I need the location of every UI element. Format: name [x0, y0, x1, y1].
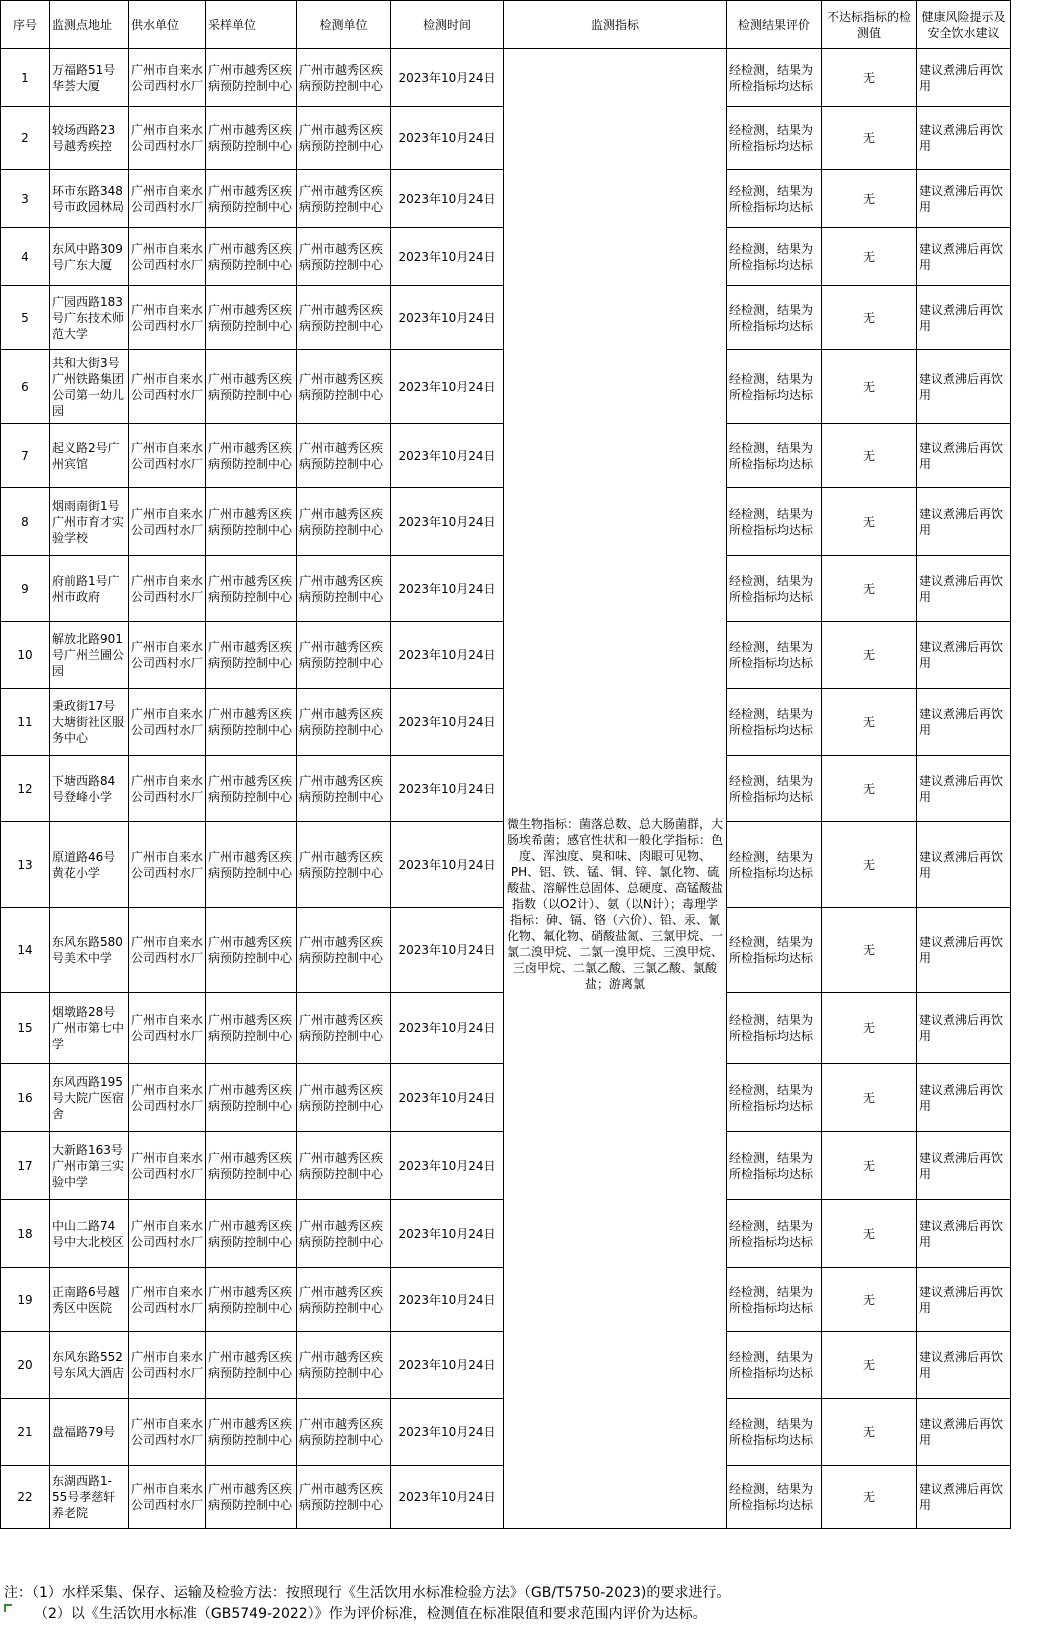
- value-cell: 无: [822, 993, 917, 1064]
- tester-cell: 广州市越秀区疾病预防控制中心: [297, 49, 391, 107]
- result-cell: 经检测，结果为所检指标均达标: [727, 424, 822, 488]
- date-cell: 2023年10月24日: [391, 424, 504, 488]
- value-cell: 无: [822, 1399, 917, 1466]
- note-line-1: 注：（1）水样采集、保存、运输及检验方法：按照现行《生活饮用水标准检验方法》（GB/T5750-2023)的要求进行。: [4, 1585, 731, 1601]
- date-cell: 2023年10月24日: [391, 556, 504, 622]
- value-cell: 无: [822, 1064, 917, 1132]
- notes: [4, 1583, 730, 1625]
- result-cell: 经检测，结果为所检指标均达标: [727, 1466, 822, 1529]
- supplier-cell: 广州市自来水公司西村水厂: [129, 993, 206, 1064]
- result-cell: 经检测，结果为所检指标均达标: [727, 1132, 822, 1200]
- tester-cell: 广州市越秀区疾病预防控制中心: [297, 1200, 391, 1268]
- advice-cell: 建议煮沸后再饮用: [917, 993, 1011, 1064]
- tester-cell: 广州市越秀区疾病预防控制中心: [297, 1466, 391, 1529]
- sampler-cell: 广州市越秀区疾病预防控制中心: [206, 1268, 297, 1332]
- value-cell: 无: [822, 107, 917, 170]
- row-number: 10: [1, 622, 50, 689]
- row-number: 13: [1, 822, 50, 908]
- row-number: 19: [1, 1268, 50, 1332]
- sampler-cell: 广州市越秀区疾病预防控制中心: [206, 1132, 297, 1200]
- row-number: 2: [1, 107, 50, 170]
- tester-cell: 广州市越秀区疾病预防控制中心: [297, 1399, 391, 1466]
- value-cell: 无: [822, 1132, 917, 1200]
- result-cell: 经检测，结果为所检指标均达标: [727, 107, 822, 170]
- address-cell: 东湖西路1-55号孝慈轩养老院: [50, 1466, 129, 1529]
- sampler-cell: 广州市越秀区疾病预防控制中心: [206, 107, 297, 170]
- tester-cell: 广州市越秀区疾病预防控制中心: [297, 1064, 391, 1132]
- date-cell: 2023年10月24日: [391, 689, 504, 756]
- result-cell: 经检测，结果为所检指标均达标: [727, 350, 822, 424]
- result-cell: 经检测，结果为所检指标均达标: [727, 228, 822, 286]
- sampler-cell: 广州市越秀区疾病预防控制中心: [206, 170, 297, 228]
- value-cell: 无: [822, 1268, 917, 1332]
- row-number: 6: [1, 350, 50, 424]
- address-cell: 大新路163号广州市第三实验中学: [50, 1132, 129, 1200]
- tester-cell: 广州市越秀区疾病预防控制中心: [297, 1332, 391, 1399]
- date-cell: 2023年10月24日: [391, 1466, 504, 1529]
- advice-cell: 建议煮沸后再饮用: [917, 424, 1011, 488]
- header-result: 检测结果评价: [727, 1, 822, 49]
- row-number: 20: [1, 1332, 50, 1399]
- date-cell: 2023年10月24日: [391, 822, 504, 908]
- result-cell: 经检测，结果为所检指标均达标: [727, 286, 822, 350]
- supplier-cell: 广州市自来水公司西村水厂: [129, 170, 206, 228]
- row-number: 8: [1, 488, 50, 556]
- value-cell: 无: [822, 622, 917, 689]
- row-number: 9: [1, 556, 50, 622]
- supplier-cell: 广州市自来水公司西村水厂: [129, 488, 206, 556]
- value-cell: 无: [822, 49, 917, 107]
- row-number: 4: [1, 228, 50, 286]
- supplier-cell: 广州市自来水公司西村水厂: [129, 908, 206, 993]
- row-number: 1: [1, 49, 50, 107]
- note-line-2: （2）以《生活饮用水标准（GB5749-2022）》作为评价标准，检测值在标准限值和要求范围内评价为达标。: [34, 1606, 707, 1622]
- tester-cell: 广州市越秀区疾病预防控制中心: [297, 622, 391, 689]
- sampler-cell: 广州市越秀区疾病预防控制中心: [206, 1332, 297, 1399]
- tester-cell: 广州市越秀区疾病预防控制中心: [297, 756, 391, 822]
- date-cell: 2023年10月24日: [391, 1332, 504, 1399]
- sampler-cell: 广州市越秀区疾病预防控制中心: [206, 756, 297, 822]
- row-number: 21: [1, 1399, 50, 1466]
- advice-cell: 建议煮沸后再饮用: [917, 350, 1011, 424]
- sampler-cell: 广州市越秀区疾病预防控制中心: [206, 49, 297, 107]
- supplier-cell: 广州市自来水公司西村水厂: [129, 756, 206, 822]
- row-number: 7: [1, 424, 50, 488]
- address-cell: 环市东路348号市政园林局: [50, 170, 129, 228]
- tester-cell: 广州市越秀区疾病预防控制中心: [297, 993, 391, 1064]
- value-cell: 无: [822, 689, 917, 756]
- address-cell: 秉政街17号大塘街社区服务中心: [50, 689, 129, 756]
- header-sampler: 采样单位: [206, 1, 297, 49]
- advice-cell: 建议煮沸后再饮用: [917, 1200, 1011, 1268]
- supplier-cell: 广州市自来水公司西村水厂: [129, 228, 206, 286]
- advice-cell: 建议煮沸后再饮用: [917, 756, 1011, 822]
- tester-cell: 广州市越秀区疾病预防控制中心: [297, 228, 391, 286]
- header-supplier: 供水单位: [129, 1, 206, 49]
- address-cell: 盘福路79号: [50, 1399, 129, 1466]
- table-body: [1, 49, 1011, 1529]
- address-cell: 东风中路309号广东大厦: [50, 228, 129, 286]
- header-address: 监测点地址: [50, 1, 129, 49]
- value-cell: 无: [822, 1200, 917, 1268]
- address-cell: 较场西路23号越秀疾控: [50, 107, 129, 170]
- advice-cell: 建议煮沸后再饮用: [917, 822, 1011, 908]
- date-cell: 2023年10月24日: [391, 1064, 504, 1132]
- supplier-cell: 广州市自来水公司西村水厂: [129, 1332, 206, 1399]
- row-number: 3: [1, 170, 50, 228]
- sampler-cell: 广州市越秀区疾病预防控制中心: [206, 556, 297, 622]
- row-number: 17: [1, 1132, 50, 1200]
- date-cell: 2023年10月24日: [391, 1399, 504, 1466]
- address-cell: 中山二路74号中大北校区: [50, 1200, 129, 1268]
- tester-cell: 广州市越秀区疾病预防控制中心: [297, 488, 391, 556]
- tester-cell: 广州市越秀区疾病预防控制中心: [297, 286, 391, 350]
- row-number: 12: [1, 756, 50, 822]
- address-cell: 烟墩路28号广州市第七中学: [50, 993, 129, 1064]
- sampler-cell: 广州市越秀区疾病预防控制中心: [206, 1200, 297, 1268]
- tester-cell: 广州市越秀区疾病预防控制中心: [297, 1268, 391, 1332]
- address-cell: 东风东路580号美术中学: [50, 908, 129, 993]
- date-cell: 2023年10月24日: [391, 488, 504, 556]
- date-cell: 2023年10月24日: [391, 622, 504, 689]
- sampler-cell: 广州市越秀区疾病预防控制中心: [206, 228, 297, 286]
- address-cell: 下塘西路84号登峰小学: [50, 756, 129, 822]
- advice-cell: 建议煮沸后再饮用: [917, 1466, 1011, 1529]
- advice-cell: 建议煮沸后再饮用: [917, 170, 1011, 228]
- sampler-cell: 广州市越秀区疾病预防控制中心: [206, 286, 297, 350]
- result-cell: 经检测，结果为所检指标均达标: [727, 1268, 822, 1332]
- tester-cell: 广州市越秀区疾病预防控制中心: [297, 908, 391, 993]
- result-cell: 经检测，结果为所检指标均达标: [727, 488, 822, 556]
- header-no: 序号: [1, 1, 50, 49]
- sampler-cell: 广州市越秀区疾病预防控制中心: [206, 350, 297, 424]
- date-cell: 2023年10月24日: [391, 49, 504, 107]
- header-tester: 检测单位: [297, 1, 391, 49]
- supplier-cell: 广州市自来水公司西村水厂: [129, 286, 206, 350]
- supplier-cell: 广州市自来水公司西村水厂: [129, 1064, 206, 1132]
- supplier-cell: 广州市自来水公司西村水厂: [129, 107, 206, 170]
- sampler-cell: 广州市越秀区疾病预防控制中心: [206, 1399, 297, 1466]
- value-cell: 无: [822, 556, 917, 622]
- sampler-cell: 广州市越秀区疾病预防控制中心: [206, 1466, 297, 1529]
- supplier-cell: 广州市自来水公司西村水厂: [129, 689, 206, 756]
- advice-cell: 建议煮沸后再饮用: [917, 488, 1011, 556]
- date-cell: 2023年10月24日: [391, 228, 504, 286]
- supplier-cell: 广州市自来水公司西村水厂: [129, 350, 206, 424]
- row-number: 11: [1, 689, 50, 756]
- result-cell: 经检测，结果为所检指标均达标: [727, 1064, 822, 1132]
- result-cell: 经检测，结果为所检指标均达标: [727, 1399, 822, 1466]
- tester-cell: 广州市越秀区疾病预防控制中心: [297, 556, 391, 622]
- advice-cell: 建议煮沸后再饮用: [917, 1332, 1011, 1399]
- supplier-cell: 广州市自来水公司西村水厂: [129, 1466, 206, 1529]
- row-number: 15: [1, 993, 50, 1064]
- supplier-cell: 广州市自来水公司西村水厂: [129, 1399, 206, 1466]
- result-cell: 经检测，结果为所检指标均达标: [727, 556, 822, 622]
- value-cell: 无: [822, 424, 917, 488]
- address-cell: 万福路51号华荟大厦: [50, 49, 129, 107]
- tester-cell: 广州市越秀区疾病预防控制中心: [297, 170, 391, 228]
- result-cell: 经检测，结果为所检指标均达标: [727, 908, 822, 993]
- advice-cell: 建议煮沸后再饮用: [917, 1132, 1011, 1200]
- header-advice: 健康风险提示及安全饮水建议: [917, 1, 1011, 49]
- address-cell: 解放北路901号广州兰圃公园: [50, 622, 129, 689]
- date-cell: 2023年10月24日: [391, 350, 504, 424]
- sampler-cell: 广州市越秀区疾病预防控制中心: [206, 908, 297, 993]
- tester-cell: 广州市越秀区疾病预防控制中心: [297, 350, 391, 424]
- result-cell: 经检测，结果为所检指标均达标: [727, 622, 822, 689]
- result-cell: 经检测，结果为所检指标均达标: [727, 822, 822, 908]
- value-cell: 无: [822, 170, 917, 228]
- supplier-cell: 广州市自来水公司西村水厂: [129, 49, 206, 107]
- advice-cell: 建议煮沸后再饮用: [917, 228, 1011, 286]
- header-value: 不达标指标的检测值: [822, 1, 917, 49]
- sampler-cell: 广州市越秀区疾病预防控制中心: [206, 689, 297, 756]
- supplier-cell: 广州市自来水公司西村水厂: [129, 1132, 206, 1200]
- advice-cell: 建议煮沸后再饮用: [917, 1399, 1011, 1466]
- address-cell: 广园西路183号广东技术师范大学: [50, 286, 129, 350]
- date-cell: 2023年10月24日: [391, 993, 504, 1064]
- value-cell: 无: [822, 1466, 917, 1529]
- value-cell: 无: [822, 228, 917, 286]
- row-number: 14: [1, 908, 50, 993]
- advice-cell: 建议煮沸后再饮用: [917, 689, 1011, 756]
- sampler-cell: 广州市越秀区疾病预防控制中心: [206, 424, 297, 488]
- result-cell: 经检测，结果为所检指标均达标: [727, 993, 822, 1064]
- tester-cell: 广州市越秀区疾病预防控制中心: [297, 822, 391, 908]
- tester-cell: 广州市越秀区疾病预防控制中心: [297, 689, 391, 756]
- date-cell: 2023年10月24日: [391, 756, 504, 822]
- result-cell: 经检测，结果为所检指标均达标: [727, 49, 822, 107]
- row-number: 16: [1, 1064, 50, 1132]
- advice-cell: 建议煮沸后再饮用: [917, 622, 1011, 689]
- row-number: 22: [1, 1466, 50, 1529]
- date-cell: 2023年10月24日: [391, 1268, 504, 1332]
- row-number: 5: [1, 286, 50, 350]
- date-cell: 2023年10月24日: [391, 1200, 504, 1268]
- date-cell: 2023年10月24日: [391, 1132, 504, 1200]
- supplier-cell: 广州市自来水公司西村水厂: [129, 424, 206, 488]
- address-cell: 烟雨南街1号广州市育才实验学校: [50, 488, 129, 556]
- tester-cell: 广州市越秀区疾病预防控制中心: [297, 1132, 391, 1200]
- address-cell: 府前路1号广州市政府: [50, 556, 129, 622]
- sampler-cell: 广州市越秀区疾病预防控制中心: [206, 488, 297, 556]
- value-cell: 无: [822, 756, 917, 822]
- advice-cell: 建议煮沸后再饮用: [917, 556, 1011, 622]
- supplier-cell: 广州市自来水公司西村水厂: [129, 622, 206, 689]
- value-cell: 无: [822, 822, 917, 908]
- tester-cell: 广州市越秀区疾病预防控制中心: [297, 107, 391, 170]
- advice-cell: 建议煮沸后再饮用: [917, 107, 1011, 170]
- value-cell: 无: [822, 1332, 917, 1399]
- address-cell: 正南路6号越秀区中医院: [50, 1268, 129, 1332]
- result-cell: 经检测，结果为所检指标均达标: [727, 756, 822, 822]
- row-number: 18: [1, 1200, 50, 1268]
- tester-cell: 广州市越秀区疾病预防控制中心: [297, 424, 391, 488]
- advice-cell: 建议煮沸后再饮用: [917, 1268, 1011, 1332]
- supplier-cell: 广州市自来水公司西村水厂: [129, 1268, 206, 1332]
- advice-cell: 建议煮沸后再饮用: [917, 49, 1011, 107]
- cell-comment-marker: [4, 1604, 12, 1612]
- sampler-cell: 广州市越秀区疾病预防控制中心: [206, 622, 297, 689]
- address-cell: 东风西路195号大院广医宿舍: [50, 1064, 129, 1132]
- advice-cell: 建议煮沸后再饮用: [917, 1064, 1011, 1132]
- date-cell: 2023年10月24日: [391, 107, 504, 170]
- advice-cell: 建议煮沸后再饮用: [917, 286, 1011, 350]
- address-cell: 原道路46号黄花小学: [50, 822, 129, 908]
- address-cell: 共和大街3号广州铁路集团公司第一幼儿园: [50, 350, 129, 424]
- value-cell: 无: [822, 286, 917, 350]
- value-cell: 无: [822, 488, 917, 556]
- address-cell: 东风东路552号东风大酒店: [50, 1332, 129, 1399]
- header-date: 检测时间: [391, 1, 504, 49]
- date-cell: 2023年10月24日: [391, 170, 504, 228]
- value-cell: 无: [822, 350, 917, 424]
- date-cell: 2023年10月24日: [391, 286, 504, 350]
- result-cell: 经检测，结果为所检指标均达标: [727, 689, 822, 756]
- table-row: [1, 49, 1011, 107]
- result-cell: 经检测，结果为所检指标均达标: [727, 1200, 822, 1268]
- header-row: [1, 1, 1011, 49]
- result-cell: 经检测，结果为所检指标均达标: [727, 1332, 822, 1399]
- indicators-cell: 微生物指标：菌落总数、总大肠菌群，大肠埃希菌；感官性状和一般化学指标：色度、浑浊度、臭和味、肉眼可见物、PH、铝、铁、锰、铜、锌、氯化物、硫酸盐、溶解性总固体、总硬度、高锰酸盐指数（以O2计）、氨（以N计）；毒理学指标：砷、镉、铬（六价）、铅、汞、氰化物、氟化物、硝酸盐氮、三氯甲烷、一氯二溴甲烷、二氯一溴甲烷、三溴甲烷、三卤甲烷、二氯乙酸、三氯乙酸、氯酸盐；游离氯: [504, 49, 727, 1529]
- result-cell: 经检测，结果为所检指标均达标: [727, 170, 822, 228]
- header-indicators: 监测指标: [504, 1, 727, 49]
- value-cell: 无: [822, 908, 917, 993]
- supplier-cell: 广州市自来水公司西村水厂: [129, 822, 206, 908]
- supplier-cell: 广州市自来水公司西村水厂: [129, 556, 206, 622]
- sampler-cell: 广州市越秀区疾病预防控制中心: [206, 1064, 297, 1132]
- date-cell: 2023年10月24日: [391, 908, 504, 993]
- address-cell: 起义路2号广州宾馆: [50, 424, 129, 488]
- sampler-cell: 广州市越秀区疾病预防控制中心: [206, 993, 297, 1064]
- supplier-cell: 广州市自来水公司西村水厂: [129, 1200, 206, 1268]
- sampler-cell: 广州市越秀区疾病预防控制中心: [206, 822, 297, 908]
- advice-cell: 建议煮沸后再饮用: [917, 908, 1011, 993]
